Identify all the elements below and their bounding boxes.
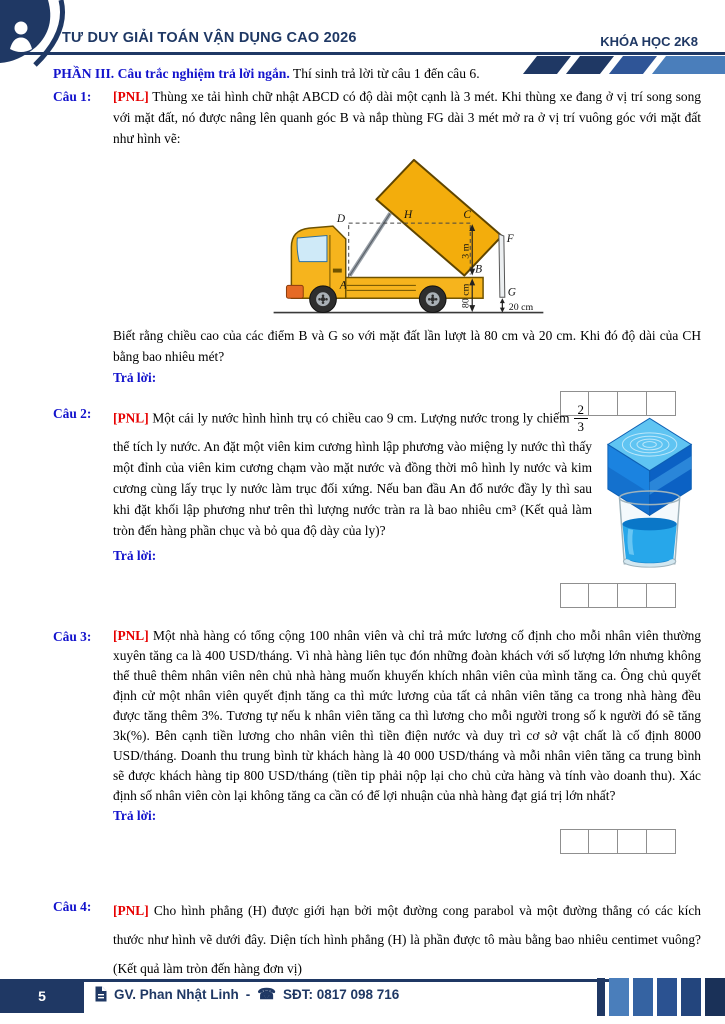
answer-label: Trả lời: (113, 808, 157, 823)
question-1 (53, 86, 701, 416)
question-3-body: Một nhà hàng có tổng cộng 100 nhân viên và chỉ trả mức lương cố định cho mỗi nhân viên thường xuyên tăng ca là 400 USD/tháng. Vì nhà hàng liên tục đón những đoàn khách với số lượng lớn nhưng không thể thuê thêm nhân viên nên chủ nhà hàng muốn khuyến khích nhân viên của mình tăng ca. Ông chủ quyết định cử một nhân viên quyết định tăng ca thì mức lương của tất cả nhân viên tăng ca trong nhà hàng đều được tăng thêm 3%. Tương tự nếu k nhân viên tăng ca thì lương cho mỗi người trong số k người đó sẽ tăng 3k(%). Bên cạnh tiền lương cho nhân viên thì tiền điện nước và duy trì cơ sở vật chất là cố định 8000 USD/tháng. Doanh thu trung bình từ khách hàng là 40 000 USD/tháng và mỗi nhân viên tăng ca trung bình sẽ được khách hàng tip 800 USD/tháng (tiền tip phải nộp lại cho chủ cửa hàng và tính vào doanh thu). Xác định số nhân viên còn lại không tăng ca cần có để lợi nhuận của nhà hàng đạt giá trị lớn nhất? (113, 628, 701, 803)
footer-divider (0, 979, 612, 982)
pnl-tag: [PNL] (113, 410, 149, 426)
label-D: D (336, 213, 346, 226)
bar-decoration (705, 978, 725, 1016)
answer-cell[interactable] (589, 829, 618, 854)
truck-figure (266, 152, 548, 324)
label-G: G (507, 286, 517, 299)
bar-decoration (681, 978, 701, 1016)
bar-decoration (609, 978, 629, 1016)
question-1-note: Biết rằng chiều cao của các điểm B và G so với mặt đất lần lượt là 80 cm và 20 cm. Khi đó độ dài của CH bằng bao nhiêu mét? (113, 328, 701, 364)
question-3-text (113, 626, 701, 806)
section-title: PHẦN III. Câu trắc nghiệm trả lời ngắn. (53, 66, 290, 81)
dim-20cm: 20 cm (508, 302, 534, 314)
glass-diamond-figure (604, 405, 701, 579)
question-4-text (113, 896, 701, 983)
answer-boxes-q3 (113, 829, 676, 854)
bar-decoration (633, 978, 653, 1016)
fraction-numerator: 2 (574, 403, 589, 419)
label-B: B (475, 263, 483, 276)
answer-cell[interactable] (589, 583, 618, 608)
question-2 (53, 403, 701, 608)
bar-decoration (597, 978, 605, 1016)
answer-cell[interactable] (647, 583, 676, 608)
question-1-body: Thùng xe tải hình chữ nhật ABCD có độ dài một cạnh là 3 mét. Khi thùng xe đang ở vị trí song song với mặt đất, nó được nâng lên quanh góc B và nắp thùng FG dài 3 mét mở ra ở vị trí vuông góc với mặt đất như hình vẽ: (113, 89, 701, 146)
pnl-tag: [PNL] (113, 628, 149, 643)
bar-decoration (657, 978, 677, 1016)
label-A: A (339, 279, 347, 292)
footer-info (94, 985, 399, 1003)
question-1-number: Câu 1: (53, 89, 92, 104)
question-2-number: Câu 2: (53, 406, 92, 421)
answer-cell[interactable] (647, 829, 676, 854)
phone-number: SĐT: 0817 098 716 (282, 986, 400, 1002)
question-4-body: Cho hình phẳng (H) được giới hạn bởi một đường cong parabol và một đường thẳng có các kích thước như hình vẽ dưới đây. Diện tích hình phẳng (H) là phần được tô màu bằng bao nhiêu centimet vuông? (Kết quả làm tròn đến hàng đơn vị) (113, 903, 701, 976)
question-1-text (113, 86, 701, 149)
header-course-name: KHÓA HỌC 2K8 (600, 34, 698, 49)
rear-wheel (419, 286, 446, 313)
answer-cell[interactable] (560, 829, 589, 854)
question-3-number: Câu 3: (53, 629, 92, 644)
section-heading (53, 66, 697, 82)
question-2-body-a: Một cái ly nước hình hình trụ có chiều cao 9 cm. Lượng nước trong ly chiếm (152, 410, 570, 426)
dim-80cm: 80 cm (460, 283, 472, 309)
teacher-name: GV. Phan Nhật Linh (114, 986, 239, 1002)
phone-icon: ☎ (257, 986, 276, 1003)
answer-cell[interactable] (560, 583, 589, 608)
label-C: C (463, 209, 471, 222)
fraction-two-thirds (574, 403, 589, 433)
label-F: F (506, 232, 514, 245)
document-icon (94, 986, 107, 1002)
page-number: 5 (0, 979, 84, 1013)
question-4-number: Câu 4: (53, 899, 92, 914)
footer-separator: - (245, 986, 251, 1002)
fraction-denominator: 3 (577, 418, 584, 434)
front-wheel (310, 286, 337, 313)
answer-label: Trả lời: (113, 548, 157, 564)
question-2-body-b: thể tích ly nước. An đặt một viên kim cương hình lập phương vào miệng ly nước thì thấy một đỉnh của viên kim cương chạm vào mặt nước và đồng thời mô hình ly nước và kim cương cùng lấy trục ly nước làm trục đối xứng. Nếu ban đầu An đổ nước đầy ly thì sau khi đặt khối lập phương như trên thì lượng nước tràn ra là bao nhiêu cm³ (Kết quả làm tròn đến hàng phần chục và bỏ qua độ dày của ly)? (113, 439, 592, 539)
answer-cell[interactable] (618, 829, 647, 854)
label-H: H (404, 209, 413, 222)
pnl-tag: [PNL] (113, 903, 149, 918)
section-subtitle: Thí sinh trả lời từ câu 1 đến câu 6. (289, 66, 480, 81)
header-divider (0, 52, 725, 55)
answer-label: Trả lời: (113, 370, 157, 385)
footer-bars-decoration (597, 978, 725, 1016)
answer-boxes-q2 (113, 583, 676, 608)
dim-3m: 3 m (460, 243, 472, 259)
question-3 (53, 626, 701, 854)
pnl-tag: [PNL] (113, 89, 149, 104)
answer-cell[interactable] (618, 583, 647, 608)
question-4 (53, 896, 701, 983)
header-title: TƯ DUY GIẢI TOÁN VẬN DỤNG CAO 2026 (62, 30, 357, 46)
